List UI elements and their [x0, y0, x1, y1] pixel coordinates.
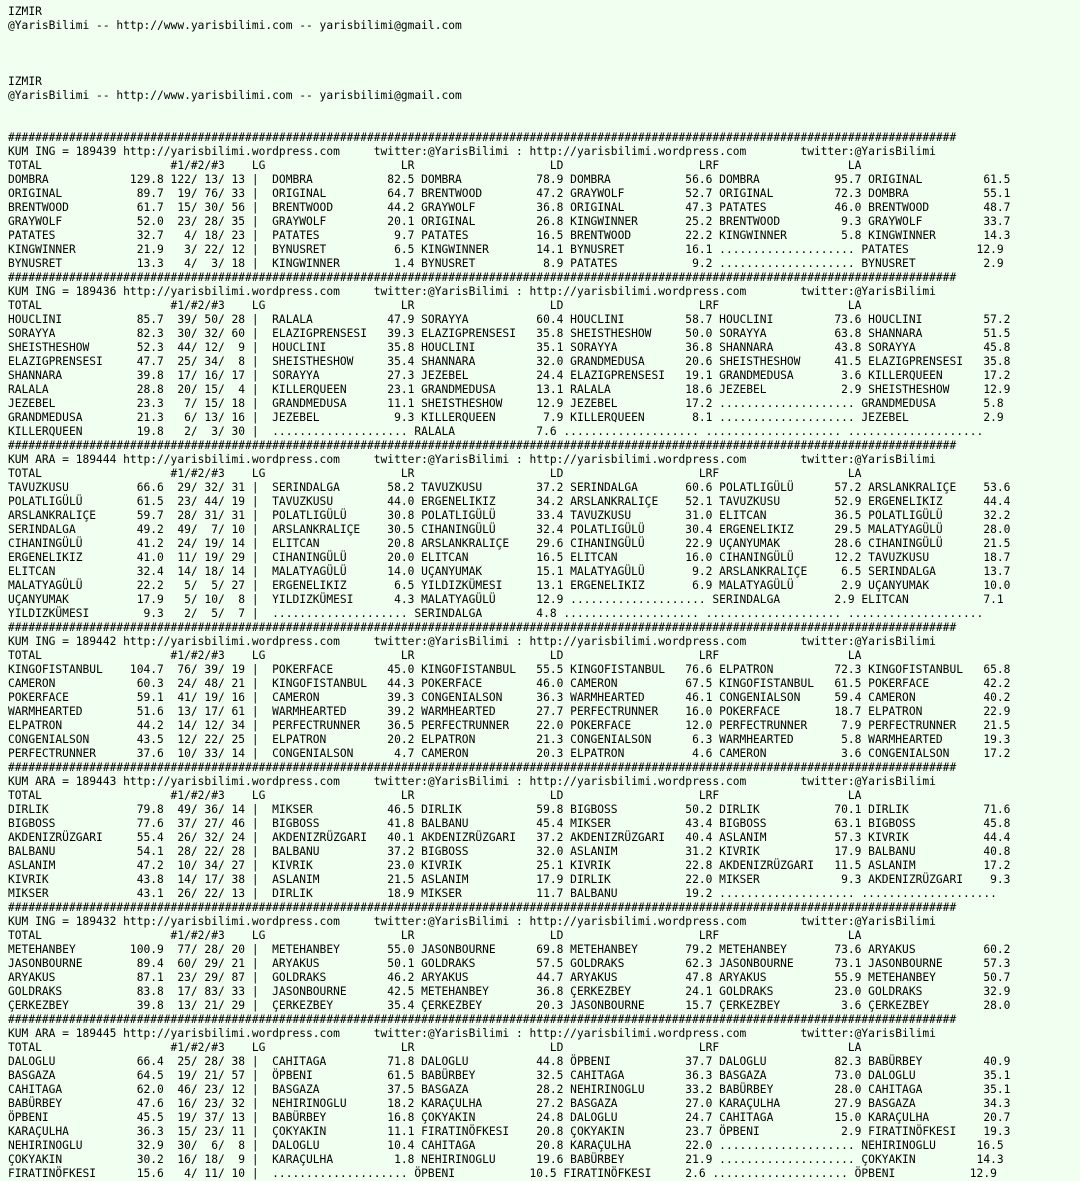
race-header-line: KUM ARA = 189443 http://yarisbilimi.wordpress.com twitter:@YarisBilimi : http://yarisbilimi.wordpress.com twitter:@YarisBilimi [8, 775, 936, 788]
result-row: MALATYAGÜLÜ 22.2 5/ 5/ 27 | ERGENELIKIZ 6.5 YILDIZKÜMESI 13.1 ERGENELIKIZ 6.9 MALATYAGÜLÜ 2.9 UÇANYUMAK 10.0 [8, 579, 1011, 592]
result-row: POLATLIGÜLÜ 61.5 23/ 44/ 19 | TAVUZKUSU 44.0 ERGENELIKIZ 34.2 ARSLANKRALIÇE 52.1 TAVUZKUSU 52.9 ERGENELIKIZ 44.4 [8, 495, 1011, 508]
separator-line: ############################################################################################################################################ [8, 131, 957, 144]
column-header-line: TOTAL #1/#2/#3 LG LR LD LRF LA [8, 467, 862, 480]
result-row: GRANDMEDUSA 21.3 6/ 13/ 16 | JEZEBEL 9.3 KILLERQUEEN 7.9 KILLERQUEEN 8.1 .................... JEZEBEL 2.9 [8, 411, 1004, 424]
column-header-line: TOTAL #1/#2/#3 LG LR LD LRF LA [8, 159, 862, 172]
race-header-line: KUM ARA = 189444 http://yarisbilimi.wordpress.com twitter:@YarisBilimi : http://yarisbilimi.wordpress.com twitter:@YarisBilimi [8, 453, 936, 466]
result-row: CAMERON 60.3 24/ 48/ 21 | KINGOFISTANBUL 44.3 POKERFACE 46.0 CAMERON 67.5 KINGOFISTANBUL 61.5 POKERFACE 42.2 [8, 677, 1011, 690]
result-row: CIHANINGÜLÜ 41.2 24/ 19/ 14 | ELITCAN 20.8 ARSLANKRALIÇE 29.6 CIHANINGÜLÜ 22.9 UÇANYUMAK 28.6 CIHANINGÜLÜ 21.5 [8, 537, 1011, 550]
result-row: ARSLANKRALIÇE 59.7 28/ 31/ 31 | POLATLIGÜLÜ 30.8 POLATLIGÜLÜ 33.4 TAVUZKUSU 31.0 ELITCAN 36.5 POLATLIGÜLÜ 32.2 [8, 509, 1011, 522]
race-header-line: KUM ARA = 189445 http://yarisbilimi.wordpress.com twitter:@YarisBilimi : http://yarisbilimi.wordpress.com twitter:@YarisBilimi [8, 1027, 936, 1040]
result-row: BIGBOSS 77.6 37/ 27/ 46 | BIGBOSS 41.8 BALBANU 45.4 MIKSER 43.4 BIGBOSS 63.1 BIGBOSS 45.8 [8, 817, 1011, 830]
column-header-line: TOTAL #1/#2/#3 LG LR LD LRF LA [8, 299, 862, 312]
result-row: GOLDRAKS 83.8 17/ 83/ 33 | JASONBOURNE 42.5 METEHANBEY 36.8 ÇERKEZBEY 24.1 GOLDRAKS 23.0 GOLDRAKS 32.9 [8, 985, 1011, 998]
result-row: ÖPBENI 45.5 19/ 37/ 13 | BABÜRBEY 16.8 ÇOKYAKIN 24.8 DALOGLU 24.7 CAHITAGA 15.0 KARAÇULHA 20.7 [8, 1111, 1011, 1124]
result-row: SORAYYA 82.3 30/ 32/ 60 | ELAZIGPRENSESI 39.3 ELAZIGPRENSESI 35.8 SHEISTHESHOW 50.0 SORAYYA 63.8 SHANNARA 51.5 [8, 327, 1011, 340]
result-row: UÇANYUMAK 17.9 5/ 10/ 8 | YILDIZKÜMESI 4.3 MALATYAGÜLÜ 12.9 .................... SERINDALGA 2.9 ELITCAN 7.1 [8, 593, 1004, 606]
result-row: AKDENIZRÜZGARI 55.4 26/ 32/ 24 | AKDENIZRÜZGARI 40.1 AKDENIZRÜZGARI 37.2 AKDENIZRÜZGARI 40.4 ASLANIM 57.3 KIVRIK 44.4 [8, 831, 1011, 844]
result-row: RALALA 28.8 20/ 15/ 4 | KILLERQUEEN 23.1 GRANDMEDUSA 13.1 RALALA 18.6 JEZEBEL 2.9 SHEISTHESHOW 12.9 [8, 383, 1011, 396]
separator-line: ############################################################################################################################################ [8, 271, 957, 284]
column-header-line: TOTAL #1/#2/#3 LG LR LD LRF LA [8, 929, 862, 942]
result-row: GRAYWOLF 52.0 23/ 28/ 35 | GRAYWOLF 20.1 ORIGINAL 26.8 KINGWINNER 25.2 BRENTWOOD 9.3 GRAYWOLF 33.7 [8, 215, 1011, 228]
header-line [8, 47, 1080, 61]
result-row: KINGOFISTANBUL 104.7 76/ 39/ 19 | POKERFACE 45.0 KINGOFISTANBUL 55.5 KINGOFISTANBUL 76.6 ELPATRON 72.3 KINGOFISTANBUL 65.8 [8, 663, 1011, 676]
result-row: BASGAZA 64.5 19/ 21/ 57 | ÖPBENI 61.5 BABÜRBEY 32.5 CAHITAGA 36.3 BASGAZA 73.0 DALOGLU 35.1 [8, 1069, 1011, 1082]
header-line: @YarisBilimi -- http://www.yarisbilimi.com -- yarisbilimi@gmail.com [8, 89, 462, 102]
result-row: ASLANIM 47.2 10/ 34/ 27 | KIVRIK 23.0 KIVRIK 25.1 KIVRIK 22.8 AKDENIZRÜZGARI 11.5 ASLANIM 17.2 [8, 859, 1011, 872]
result-row: DIRLIK 79.8 49/ 36/ 14 | MIKSER 46.5 DIRLIK 59.8 BIGBOSS 50.2 DIRLIK 70.1 DIRLIK 71.6 [8, 803, 1011, 816]
column-header-line: TOTAL #1/#2/#3 LG LR LD LRF LA [8, 649, 862, 662]
result-row: SHEISTHESHOW 52.3 44/ 12/ 9 | HOUCLINI 35.8 HOUCLINI 35.1 SORAYYA 36.8 SHANNARA 43.8 SORAYYA 45.8 [8, 341, 1011, 354]
header-line [8, 103, 1080, 117]
result-row: ELPATRON 44.2 14/ 12/ 34 | PERFECTRUNNER 36.5 PERFECTRUNNER 22.0 POKERFACE 12.0 PERFECTRUNNER 7.9 PERFECTRUNNER 21.5 [8, 719, 1011, 732]
header-line [8, 33, 1080, 47]
result-row: PERFECTRUNNER 37.6 10/ 33/ 14 | CONGENIALSON 4.7 CAMERON 20.3 ELPATRON 4.6 CAMERON 3.6 CONGENIALSON 17.2 [8, 747, 1011, 760]
result-row: JASONBOURNE 89.4 60/ 29/ 21 | ARYAKUS 50.1 GOLDRAKS 57.5 GOLDRAKS 62.3 JASONBOURNE 73.1 JASONBOURNE 57.3 [8, 957, 1011, 970]
result-row: BYNUSRET 13.3 4/ 3/ 18 | KINGWINNER 1.4 BYNUSRET 8.9 PATATES 9.2 .................... BYNUSRET 2.9 [8, 257, 1004, 270]
column-header-line: TOTAL #1/#2/#3 LG LR LD LRF LA [8, 789, 862, 802]
result-row: ORIGINAL 89.7 19/ 76/ 33 | ORIGINAL 64.7 BRENTWOOD 47.2 GRAYWOLF 52.7 ORIGINAL 72.3 DOMBRA 55.1 [8, 187, 1011, 200]
header-line [8, 117, 1080, 131]
result-row: DALOGLU 66.4 25/ 28/ 38 | CAHITAGA 71.8 DALOGLU 44.8 ÖPBENI 37.7 DALOGLU 82.3 BABÜRBEY 40.9 [8, 1055, 1011, 1068]
result-row: BALBANU 54.1 28/ 22/ 28 | BALBANU 37.2 BIGBOSS 32.0 ASLANIM 31.2 KIVRIK 17.9 BALBANU 40.8 [8, 845, 1011, 858]
result-row: ÇERKEZBEY 39.8 13/ 21/ 29 | ÇERKEZBEY 35.4 ÇERKEZBEY 20.3 JASONBOURNE 15.7 ÇERKEZBEY 3.6 ÇERKEZBEY 28.0 [8, 999, 1011, 1012]
separator-line: ############################################################################################################################################ [8, 761, 957, 774]
separator-line: ############################################################################################################################################ [8, 621, 957, 634]
result-row: DOMBRA 129.8 122/ 13/ 13 | DOMBRA 82.5 DOMBRA 78.9 DOMBRA 56.6 DOMBRA 95.7 ORIGINAL 61.5 [8, 173, 1011, 186]
header-line: @YarisBilimi -- http://www.yarisbilimi.com -- yarisbilimi@gmail.com [8, 19, 462, 32]
column-header-line: TOTAL #1/#2/#3 LG LR LD LRF LA [8, 1041, 862, 1054]
result-row: KILLERQUEEN 19.8 2/ 3/ 30 | .................... RALALA 7.6 .................... .................... .................... [8, 425, 984, 438]
result-row: MIKSER 43.1 26/ 22/ 13 | DIRLIK 18.9 MIKSER 11.7 BALBANU 19.2 .................... .................... [8, 887, 997, 900]
result-row: CONGENIALSON 43.5 12/ 22/ 25 | ELPATRON 20.2 ELPATRON 21.3 CONGENIALSON 6.3 WARMHEARTED 5.8 WARMHEARTED 19.3 [8, 733, 1011, 746]
result-row: KARAÇULHA 36.3 15/ 23/ 11 | ÇOKYAKIN 11.1 FIRATINÖFKESI 20.8 ÇOKYAKIN 23.7 ÖPBENI 2.9 FIRATINÖFKESI 19.3 [8, 1125, 1011, 1138]
separator-line: ############################################################################################################################################ [8, 1013, 957, 1026]
result-row: NEHIRINOGLU 32.9 30/ 6/ 8 | DALOGLU 10.4 CAHITAGA 20.8 KARAÇULHA 22.0 .................... NEHIRINOGLU 16.5 [8, 1139, 1004, 1152]
result-row: CAHITAGA 62.0 46/ 23/ 12 | BASGAZA 37.5 BASGAZA 28.2 NEHIRINOGLU 33.2 BABÜRBEY 28.0 CAHITAGA 35.1 [8, 1083, 1011, 1096]
result-row: ÇOKYAKIN 30.2 16/ 18/ 9 | KARAÇULHA 1.8 NEHIRINOGLU 19.6 BABÜRBEY 21.9 .................... ÇOKYAKIN 14.3 [8, 1153, 1004, 1166]
header-line [8, 61, 1080, 75]
result-row: PATATES 32.7 4/ 18/ 23 | PATATES 9.7 PATATES 16.5 BRENTWOOD 22.2 KINGWINNER 5.8 KINGWINNER 14.3 [8, 229, 1011, 242]
race-header-line: KUM ING = 189439 http://yarisbilimi.wordpress.com twitter:@YarisBilimi : http://yarisbilimi.wordpress.com twitter:@YarisBilimi [8, 145, 936, 158]
race-header-line: KUM ING = 189432 http://yarisbilimi.wordpress.com twitter:@YarisBilimi : http://yarisbilimi.wordpress.com twitter:@YarisBilimi [8, 915, 936, 928]
result-row: TAVUZKUSU 66.6 29/ 32/ 31 | SERINDALGA 58.2 TAVUZKUSU 37.2 SERINDALGA 60.6 POLATLIGÜLÜ 57.2 ARSLANKRALIÇE 53.6 [8, 481, 1011, 494]
race-header-line: KUM ING = 189436 http://yarisbilimi.wordpress.com twitter:@YarisBilimi : http://yarisbilimi.wordpress.com twitter:@YarisBilimi [8, 285, 936, 298]
result-row: ELITCAN 32.4 14/ 18/ 14 | MALATYAGÜLÜ 14.0 UÇANYUMAK 15.1 MALATYAGÜLÜ 9.2 ARSLANKRALIÇE 6.5 SERINDALGA 13.7 [8, 565, 1011, 578]
result-row: SHANNARA 39.8 17/ 16/ 17 | SORAYYA 27.3 JEZEBEL 24.4 ELAZIGPRENSESI 19.1 GRANDMEDUSA 3.6 KILLERQUEEN 17.2 [8, 369, 1011, 382]
result-row: ERGENELIKIZ 41.0 11/ 19/ 29 | CIHANINGÜLÜ 20.0 ELITCAN 16.5 ELITCAN 16.0 CIHANINGÜLÜ 12.2 TAVUZKUSU 18.7 [8, 551, 1011, 564]
result-row: KIVRIK 43.8 14/ 17/ 38 | ASLANIM 21.5 ASLANIM 17.9 DIRLIK 22.0 MIKSER 9.3 AKDENIZRÜZGARI 9.3 [8, 873, 1011, 886]
result-row: YILDIZKÜMESI 9.3 2/ 5/ 7 | .................... SERINDALGA 4.8 .................... .................... .................... [8, 607, 984, 620]
separator-line: ############################################################################################################################################ [8, 439, 957, 452]
header-line: IZMIR [8, 5, 42, 18]
result-row: SERINDALGA 49.2 49/ 7/ 10 | ARSLANKRALIÇE 30.5 CIHANINGÜLÜ 32.4 POLATLIGÜLÜ 30.4 ERGENELIKIZ 29.5 MALATYAGÜLÜ 28.0 [8, 523, 1011, 536]
result-row: BABÜRBEY 47.6 16/ 23/ 32 | NEHIRINOGLU 18.2 KARAÇULHA 27.2 BASGAZA 27.0 KARAÇULHA 27.9 BASGAZA 34.3 [8, 1097, 1011, 1110]
result-row: JEZEBEL 23.3 7/ 15/ 18 | GRANDMEDUSA 11.1 SHEISTHESHOW 12.9 JEZEBEL 17.2 .................... GRANDMEDUSA 5.8 [8, 397, 1004, 410]
result-row: ELAZIGPRENSESI 47.7 25/ 34/ 8 | SHEISTHESHOW 35.4 SHANNARA 32.0 GRANDMEDUSA 20.6 SHEISTHESHOW 41.5 ELAZIGPRENSESI 35.8 [8, 355, 1011, 368]
race-header-line: KUM ING = 189442 http://yarisbilimi.wordpress.com twitter:@YarisBilimi : http://yarisbilimi.wordpress.com twitter:@YarisBilimi [8, 635, 936, 648]
result-row: METEHANBEY 100.9 77/ 28/ 20 | METEHANBEY 55.0 JASONBOURNE 69.8 METEHANBEY 79.2 METEHANBEY 73.6 ARYAKUS 60.2 [8, 943, 1011, 956]
result-row: KINGWINNER 21.9 3/ 22/ 12 | BYNUSRET 6.5 KINGWINNER 14.1 BYNUSRET 16.1 .................... PATATES 12.9 [8, 243, 1004, 256]
result-row: ARYAKUS 87.1 23/ 29/ 87 | GOLDRAKS 46.2 ARYAKUS 44.7 ARYAKUS 47.8 ARYAKUS 55.9 METEHANBEY 50.7 [8, 971, 1011, 984]
result-row: HOUCLINI 85.7 39/ 50/ 28 | RALALA 47.9 SORAYYA 60.4 HOUCLINI 58.7 HOUCLINI 73.6 HOUCLINI 57.2 [8, 313, 1011, 326]
result-row: FIRATINÖFKESI 15.6 4/ 11/ 10 | .................... ÖPBENI 10.5 FIRATINÖFKESI 2.6 .................... ÖPBENI 12.9 [8, 1167, 997, 1180]
separator-line: ############################################################################################################################################ [8, 901, 957, 914]
result-row: POKERFACE 59.1 41/ 19/ 16 | CAMERON 39.3 CONGENIALSON 36.3 WARMHEARTED 46.1 CONGENIALSON 59.4 CAMERON 40.2 [8, 691, 1011, 704]
header-line: IZMIR [8, 75, 42, 88]
result-row: BRENTWOOD 61.7 15/ 30/ 56 | BRENTWOOD 44.2 GRAYWOLF 36.8 ORIGINAL 47.3 PATATES 46.0 BRENTWOOD 48.7 [8, 201, 1011, 214]
result-row: WARMHEARTED 51.6 13/ 17/ 61 | WARMHEARTED 39.2 WARMHEARTED 27.7 PERFECTRUNNER 16.0 POKERFACE 18.7 ELPATRON 22.9 [8, 705, 1011, 718]
